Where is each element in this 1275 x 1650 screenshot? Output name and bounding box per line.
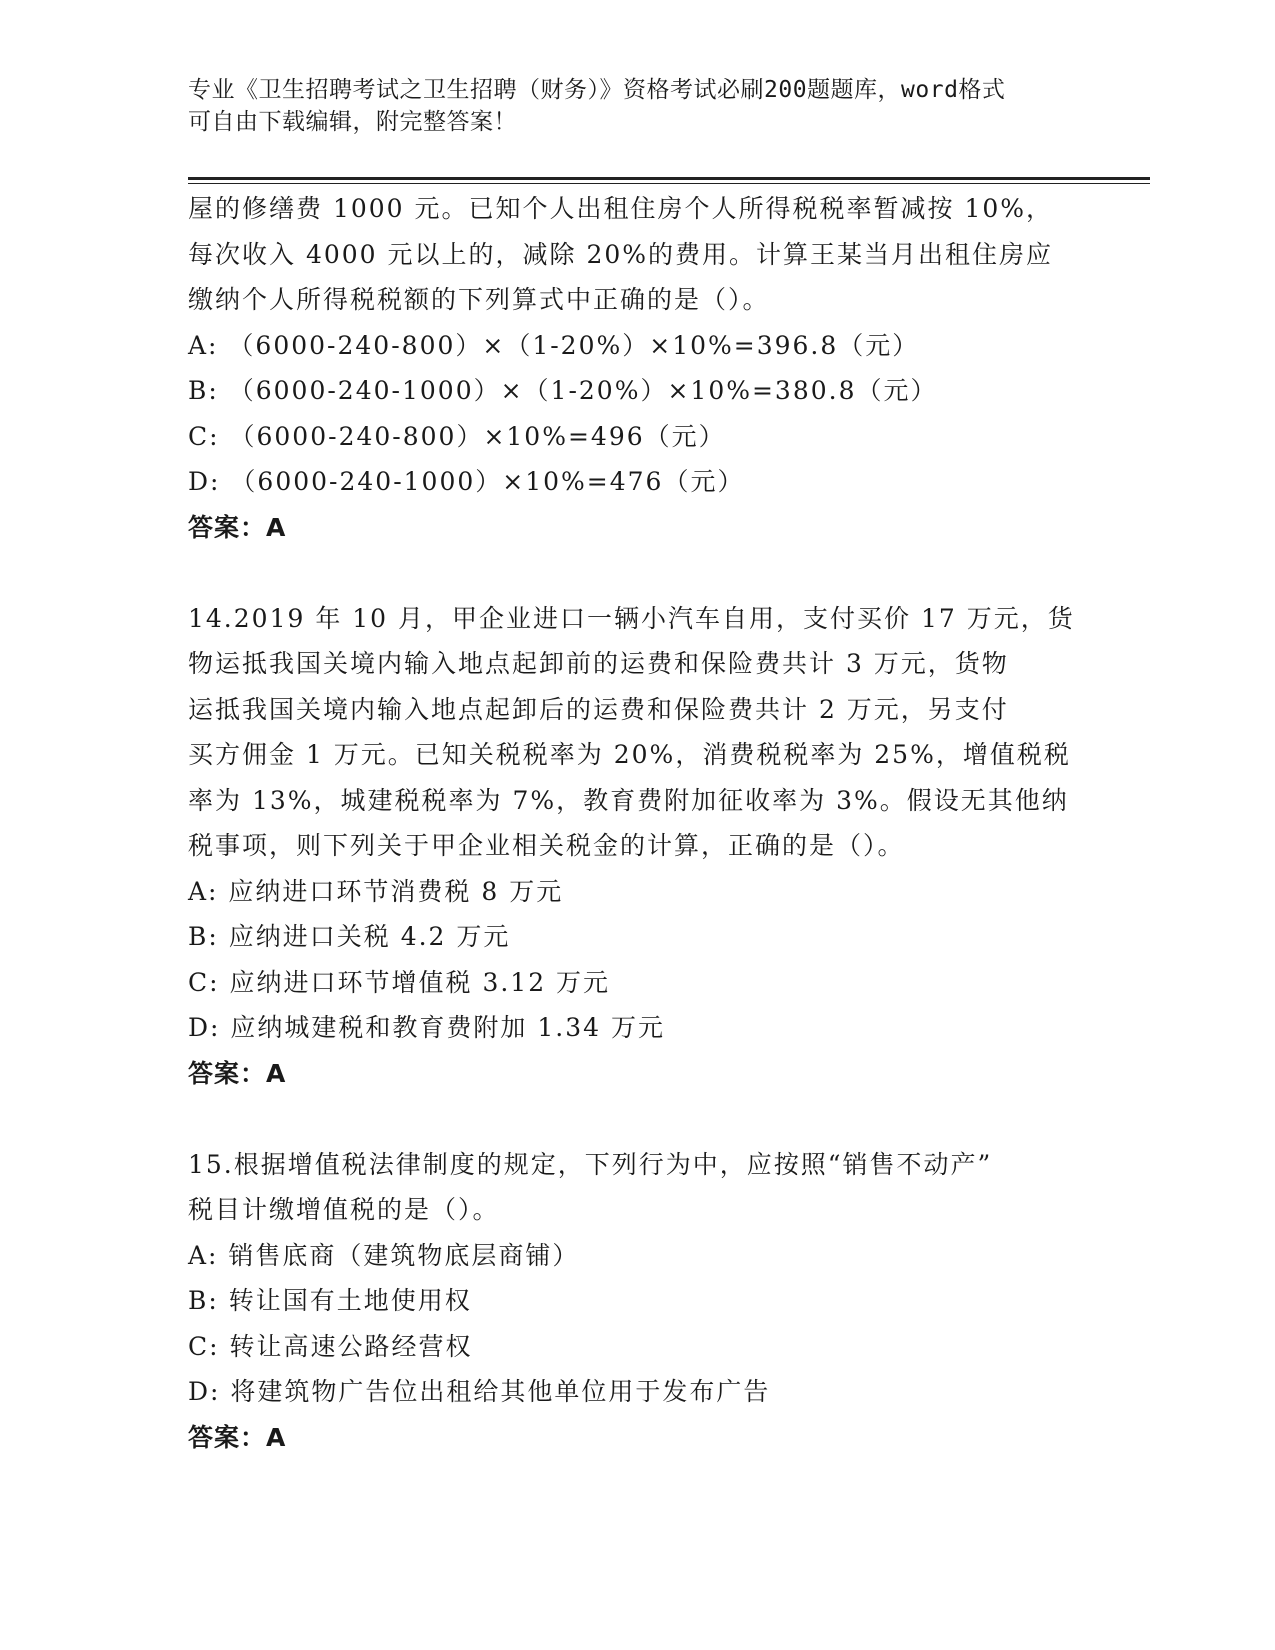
question-13-stem-line-2: 每次收入 4000 元以上的，减除 20%的费用。计算王某当月出租住房应 (188, 239, 1054, 269)
question-spacer (188, 1096, 1108, 1142)
header-line-2: 可自由下载编辑，附完整答案！ (188, 109, 517, 135)
header-divider-thin (188, 183, 1150, 184)
question-14-stem-line-4: 买方佣金 1 万元。已知关税税率为 20%，消费税税率为 25%，增值税税 (188, 740, 1071, 769)
question-13-option-c: C: （6000-240-800）×10%=496（元） (188, 421, 726, 451)
question-14-option-d: D: 应纳城建税和教育费附加 1.34 万元 (188, 1013, 665, 1042)
question-13-option-b: B: （6000-240-1000）×（1-20%）×10%=380.8（元） (188, 376, 938, 405)
question-13-answer: 答案：A (188, 512, 287, 542)
question-14-stem-line-1: 14.2019 年 10 月，甲企业进口一辆小汽车自用，支付买价 17 万元，货 (188, 603, 1075, 633)
question-13-stem-line-3: 缴纳个人所得税税额的下列算式中正确的是（）。 (188, 285, 770, 314)
question-13 (188, 186, 1108, 550)
question-14 (188, 596, 1108, 1097)
question-15 (188, 1142, 1108, 1461)
question-14-option-b: B: 应纳进口关税 4.2 万元 (188, 922, 511, 951)
question-15-option-c: C: 转让高速公路经营权 (188, 1331, 473, 1361)
question-14-stem-line-2: 物运抵我国关境内输入地点起卸前的运费和保险费共计 3 万元，货物 (188, 649, 1009, 678)
header-line-1: 专业《卫生招聘考试之卫生招聘（财务）》资格考试必刷200题题库，word格式 (188, 77, 1006, 103)
header-divider-thick (188, 177, 1150, 180)
question-15-answer: 答案：A (188, 1422, 287, 1452)
question-14-option-c: C: 应纳进口环节增值税 3.12 万元 (188, 967, 611, 997)
question-14-option-a: A: 应纳进口环节消费税 8 万元 (188, 876, 564, 906)
question-14-stem-line-6: 税事项，则下列关于甲企业相关税金的计算，正确的是（）。 (188, 831, 905, 860)
document-header (188, 74, 1088, 138)
question-15-stem-line-2: 税目计缴增值税的是（）。 (188, 1195, 500, 1224)
question-14-answer: 答案：A (188, 1058, 287, 1088)
question-spacer (188, 550, 1108, 596)
document-body (188, 186, 1108, 1460)
question-13-option-d: D: （6000-240-1000）×10%=476（元） (188, 467, 745, 496)
question-14-stem-line-5: 率为 13%，城建税税率为 7%，教育费附加征收率为 3%。假设无其他纳 (188, 785, 1069, 815)
question-13-stem-line-1: 屋的修缮费 1000 元。已知个人出租住房个人所得税税率暂减按 10%， (188, 194, 1054, 223)
question-15-option-a: A: 销售底商（建筑物底层商铺） (188, 1240, 580, 1270)
question-15-option-b: B: 转让国有土地使用权 (188, 1286, 472, 1315)
question-15-stem-line-1: 15.根据增值税法律制度的规定，下列行为中，应按照“销售不动产” (188, 1149, 993, 1179)
question-15-option-d: D: 将建筑物广告位出租给其他单位用于发布广告 (188, 1377, 771, 1406)
question-14-stem-line-3: 运抵我国关境内输入地点起卸后的运费和保险费共计 2 万元，另支付 (188, 694, 1009, 724)
question-13-option-a: A: （6000-240-800）×（1-20%）×10%=396.8（元） (188, 330, 920, 360)
